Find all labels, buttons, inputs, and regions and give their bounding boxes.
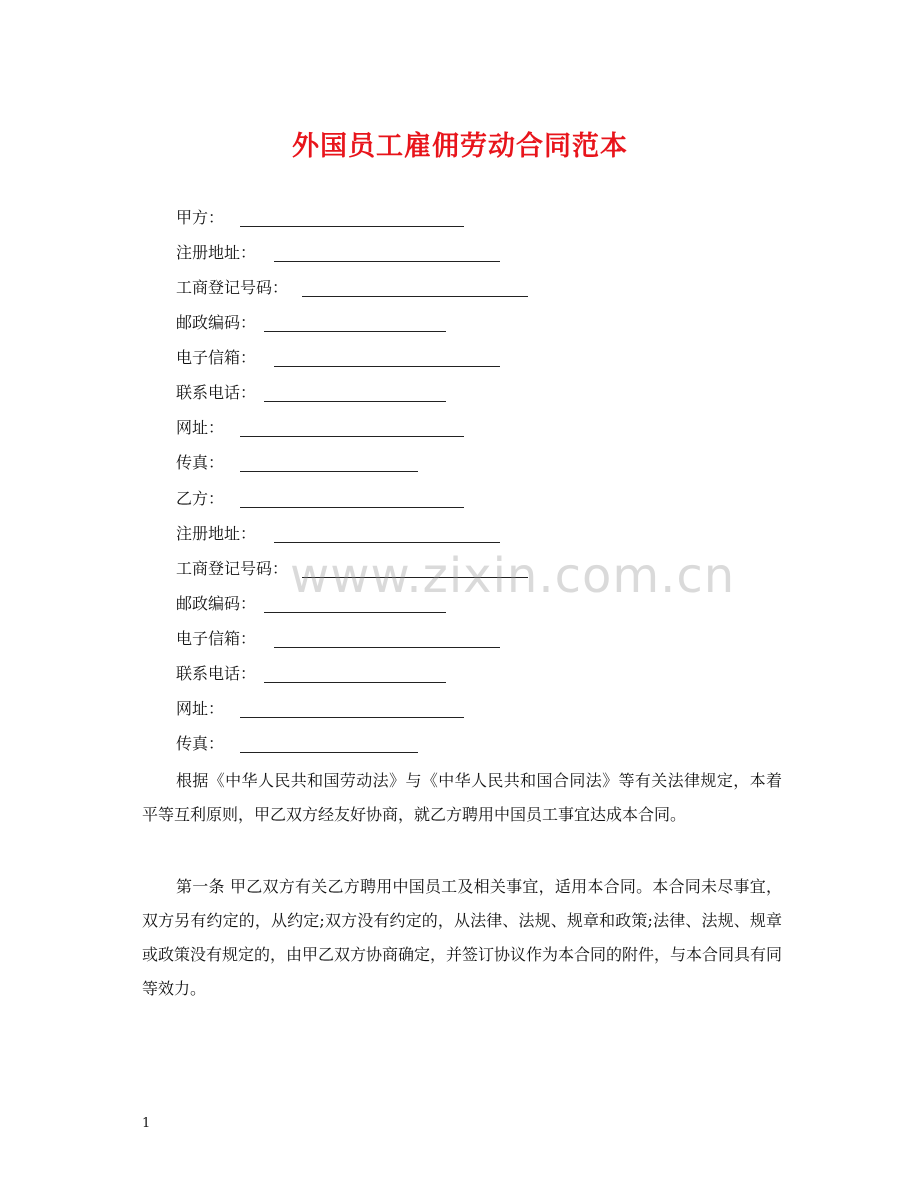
blank-line[interactable]	[240, 471, 418, 472]
blank-line[interactable]	[264, 331, 446, 332]
blank-line[interactable]	[264, 401, 446, 402]
party-b-field-phone: 联系电话：	[176, 662, 256, 686]
blank-line[interactable]	[264, 682, 446, 683]
party-b-field-postcode: 邮政编码：	[176, 592, 256, 616]
blank-line[interactable]	[240, 507, 464, 508]
blank-line[interactable]	[274, 647, 500, 648]
blank-line[interactable]	[240, 226, 464, 227]
blank-line[interactable]	[240, 436, 464, 437]
party-a-field-address: 注册地址：	[176, 241, 256, 265]
watermark-text: www.zixin.com.cn	[290, 548, 736, 604]
blank-line[interactable]	[302, 296, 528, 297]
party-b-heading: 乙方：	[176, 487, 224, 511]
party-a-field-postcode: 邮政编码：	[176, 311, 256, 335]
party-a-field-phone: 联系电话：	[176, 381, 256, 405]
blank-line[interactable]	[240, 717, 464, 718]
party-b-field-address: 注册地址：	[176, 522, 256, 546]
blank-line[interactable]	[274, 366, 500, 367]
party-b-field-email: 电子信箱：	[176, 627, 256, 651]
party-a-field-registration: 工商登记号码：	[176, 276, 288, 300]
blank-line[interactable]	[264, 612, 446, 613]
page-number: 1	[142, 1116, 151, 1131]
party-b-field-website: 网址：	[176, 697, 224, 721]
blank-line[interactable]	[302, 577, 528, 578]
party-b-field-registration: 工商登记号码：	[176, 557, 288, 581]
blank-line[interactable]	[274, 542, 500, 543]
article-one-paragraph: 第一条 甲乙双方有关乙方聘用中国员工及相关事宜，适用本合同。本合同未尽事宜，双方另有约定的，从约定;双方没有约定的，从法律、法规、规章和政策;法律、法规、规章或政策没有规定的，由甲乙双方协商确定，并签订协议作为本合同的附件，与本合同具有同等效力。	[142, 877, 783, 998]
party-a-field-email: 电子信箱：	[176, 346, 256, 370]
intro-paragraph: 根据《中华人民共和国劳动法》与《中华人民共和国合同法》等有关法律规定，本着平等互利原则，甲乙双方经友好协商，就乙方聘用中国员工事宜达成本合同。	[142, 771, 782, 824]
document-title: 外国员工雇佣劳动合同范本	[292, 131, 628, 162]
blank-line[interactable]	[240, 752, 418, 753]
party-a-heading: 甲方：	[176, 206, 224, 230]
blank-line[interactable]	[274, 261, 500, 262]
party-a-field-fax: 传真：	[176, 451, 224, 475]
party-a-field-website: 网址：	[176, 416, 224, 440]
party-b-field-fax: 传真：	[176, 732, 224, 756]
